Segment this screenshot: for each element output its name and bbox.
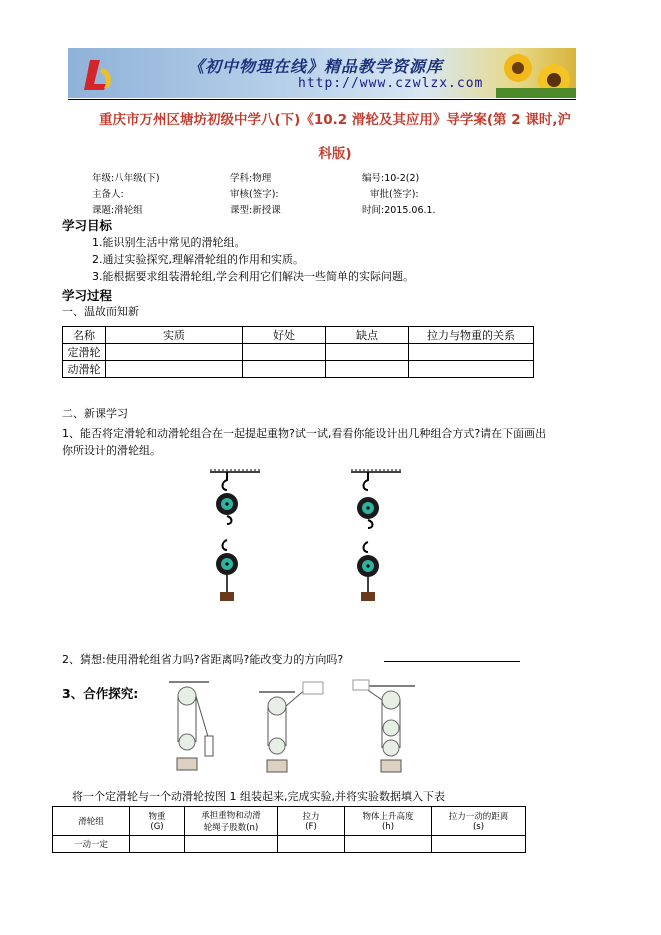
table-header: 拉力 (F) [278, 807, 345, 836]
table-header: 缺点 [326, 327, 409, 344]
table-cell[interactable] [409, 361, 534, 378]
pulley-set-left-image [205, 468, 265, 606]
table-header: 承担重物和动滑 轮绳子股数(n) [185, 807, 278, 836]
info-subject: 学科:物理 [230, 173, 272, 184]
table-header: 滑轮组 [53, 807, 130, 836]
table-header: 物重 (G) [130, 807, 185, 836]
table-cell[interactable] [130, 836, 185, 853]
table-row-label: 定滑轮 [63, 344, 106, 361]
table-cell[interactable] [243, 361, 326, 378]
review-table [62, 326, 534, 378]
table-header: 拉力与物重的关系 [409, 327, 534, 344]
table-cell[interactable] [326, 361, 409, 378]
goals-heading: 学习目标 [62, 218, 113, 233]
experiment-figure-2-image [255, 680, 330, 775]
table-cell[interactable] [106, 344, 243, 361]
experiment-figure-1-image [165, 680, 225, 772]
table-cell[interactable] [409, 344, 534, 361]
table-row-label: 动滑轮 [63, 361, 106, 378]
sunflower-image [496, 48, 576, 98]
info-number: 编号:10-2(2) [362, 173, 420, 184]
info-reviewer: 审核(签字): [230, 189, 279, 200]
question-2: 2、猜想:使用滑轮组省力吗?省距离吗?能改变力的方向吗? [62, 653, 344, 666]
logo-icon [76, 54, 120, 94]
info-approver: 审批(签字): [370, 189, 419, 200]
question-3-heading: 3、合作探究: [62, 686, 139, 701]
experiment-figure-3-image [345, 678, 425, 776]
info-preparer: 主备人: [92, 189, 124, 200]
table-row-label: 一动一定 [53, 836, 130, 853]
review-heading: 一、温故而知新 [62, 305, 139, 318]
table-cell[interactable] [278, 836, 345, 853]
info-topic: 课题:滑轮组 [92, 205, 143, 216]
header-banner [68, 48, 576, 98]
table-header: 好处 [243, 327, 326, 344]
new-lesson-heading: 二、新课学习 [62, 407, 128, 420]
table-cell[interactable] [185, 836, 278, 853]
header-rule [68, 99, 576, 100]
goal-item: 2.通过实验探究,理解滑轮组的作用和实质。 [92, 253, 304, 266]
table-cell[interactable] [326, 344, 409, 361]
question-1-line2: 你所设计的滑轮组。 [62, 444, 161, 457]
table-header: 名称 [63, 327, 106, 344]
table-cell[interactable] [106, 361, 243, 378]
document-title-line1: 重庆市万州区塘坊初级中学八(下)《10.2 滑轮及其应用》导学案(第 2 课时,沪 [99, 112, 571, 128]
info-date: 时间:2015.06.1. [362, 205, 436, 216]
table-header: 物体上升高度 (h) [345, 807, 432, 836]
table-cell[interactable] [243, 344, 326, 361]
table-cell[interactable] [432, 836, 526, 853]
question-1-line1: 1、能否将定滑轮和动滑轮组合在一起提起重物?试一试,看看你能设计出几种组合方式?请在下面画出 [62, 427, 547, 440]
banner-url: http://www.czwlzx.com [298, 76, 484, 91]
document-title-line2: 科版) [318, 146, 352, 162]
table-header: 实质 [106, 327, 243, 344]
goal-item: 1.能识别生活中常见的滑轮组。 [92, 236, 246, 249]
pulley-set-right-image [346, 468, 406, 606]
answer-line[interactable] [384, 661, 520, 662]
experiment-instruction: 将一个定滑轮与一个动滑轮按图 1 组装起来,完成实验,并将实验数据填入下表 [72, 790, 445, 803]
banner-title: 《初中物理在线》精品教学资源库 [188, 57, 444, 76]
experiment-table [52, 806, 526, 853]
goal-item: 3.能根据要求组装滑轮组,学会利用它们解决一些简单的实际问题。 [92, 270, 414, 283]
table-cell[interactable] [345, 836, 432, 853]
info-grade: 年级:八年级(下) [92, 173, 160, 184]
process-heading: 学习过程 [62, 288, 113, 303]
info-lesson-type: 课型:新授课 [230, 205, 281, 216]
table-header: 拉力一动的距离 (s) [432, 807, 526, 836]
